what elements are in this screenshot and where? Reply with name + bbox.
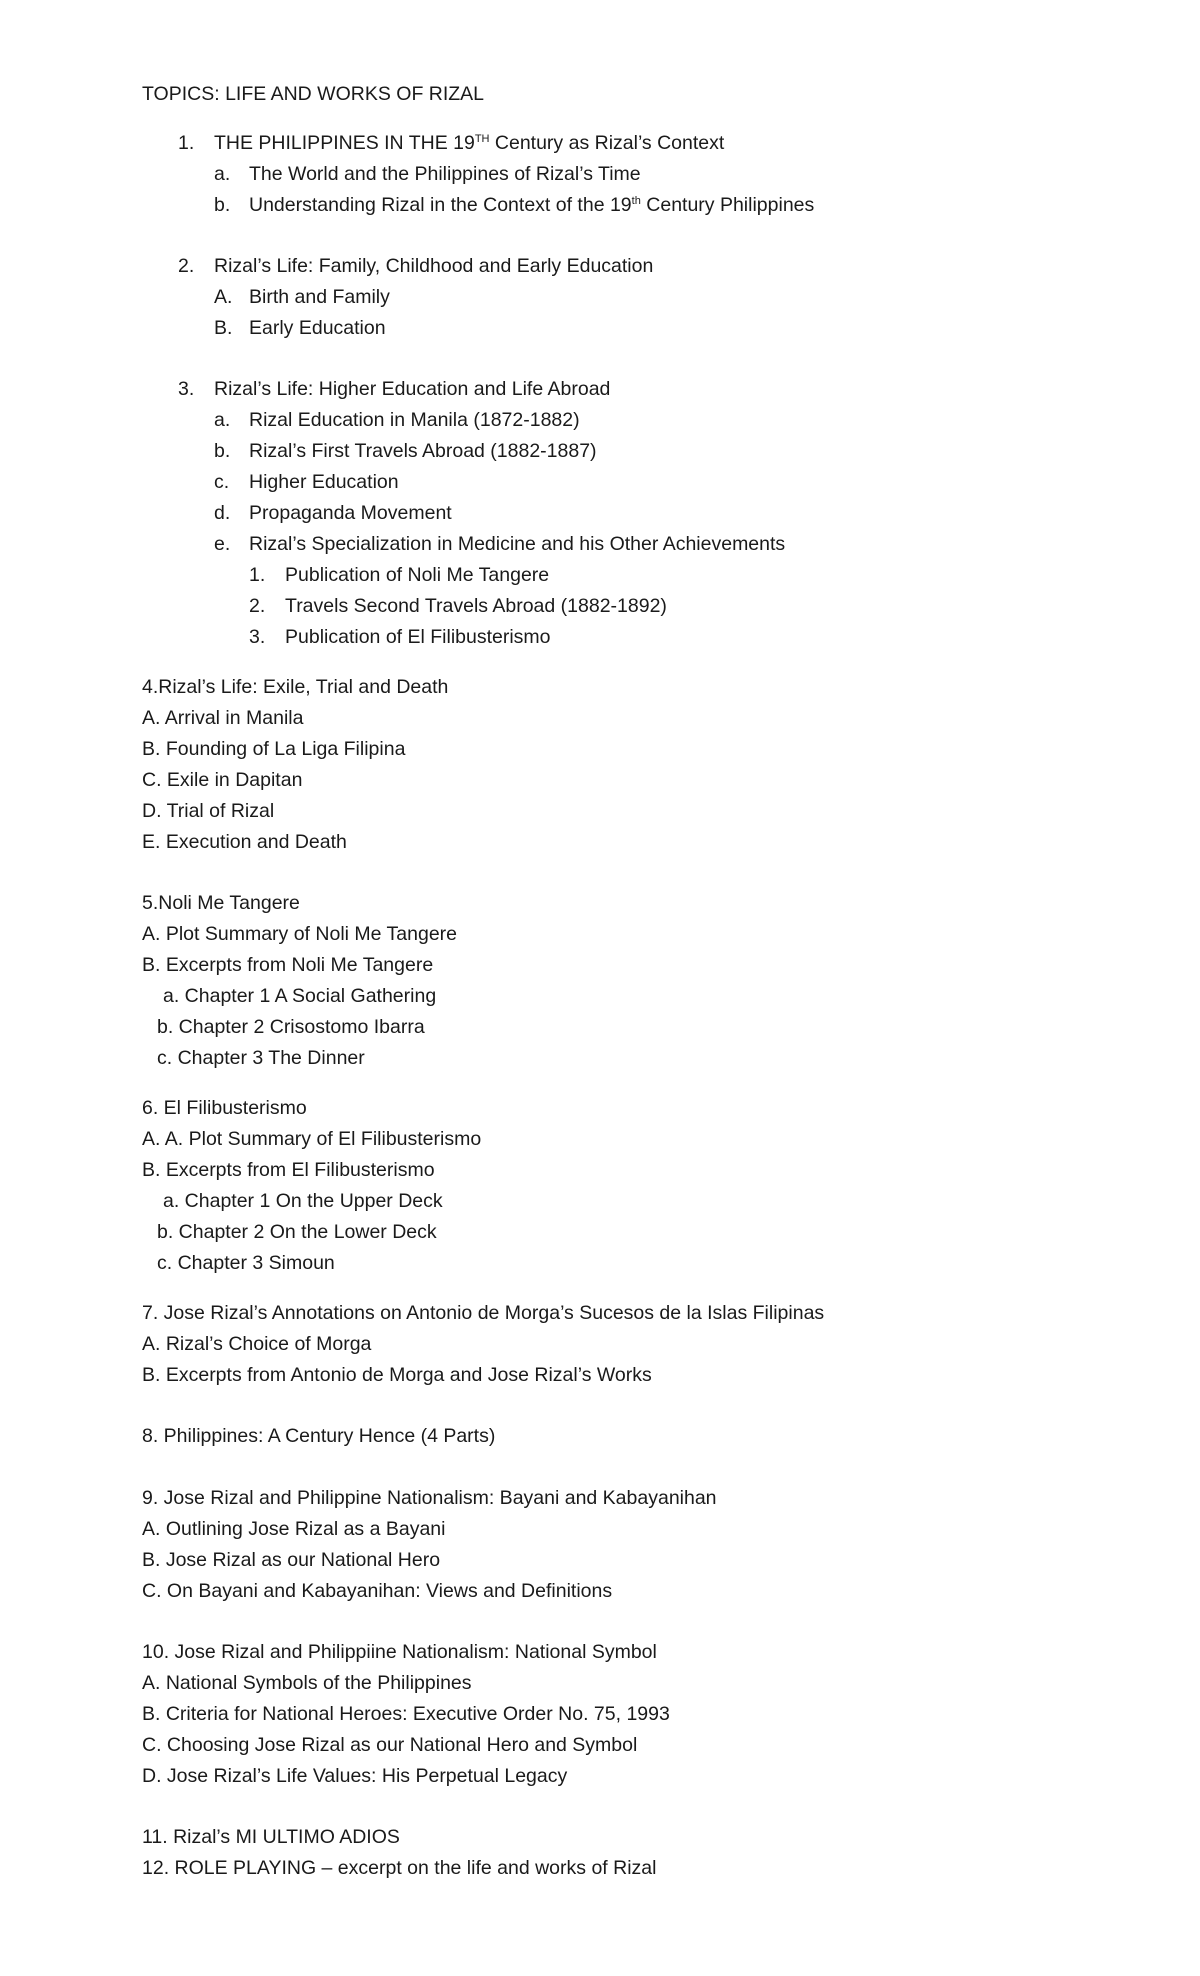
list-marker: 1. xyxy=(249,564,266,586)
section-3-number: 3. xyxy=(178,378,195,400)
list-item-text-end: Century Philippines xyxy=(640,194,815,216)
section-3-heading: Rizal’s Life: Higher Education and Life Abroad xyxy=(214,378,611,400)
list-marker: 3. xyxy=(249,626,266,648)
list-item: C. Choosing Jose Rizal as our National Hero and Symbol xyxy=(142,1734,638,1756)
list-item: D. Trial of Rizal xyxy=(142,800,275,822)
sub-list-item: b. Chapter 2 Crisostomo Ibarra xyxy=(157,1016,425,1038)
list-item: The World and the Philippines of Rizal’s Time xyxy=(249,163,641,185)
page-title: TOPICS: LIFE AND WORKS OF RIZAL xyxy=(142,83,485,105)
list-item: A. Plot Summary of Noli Me Tangere xyxy=(142,923,458,945)
list-item: Rizal’s Specialization in Medicine and his Other Achievements xyxy=(249,533,786,555)
section-1-heading-superscript: TH xyxy=(474,133,490,145)
section-1-number: 1. xyxy=(178,132,195,154)
list-marker: A. xyxy=(214,286,233,308)
list-item: Rizal’s First Travels Abroad (1882-1887) xyxy=(249,440,597,462)
section-7-heading: 7. Jose Rizal’s Annotations on Antonio de Morga’s Sucesos de la Islas Filipinas xyxy=(142,1302,825,1324)
section-5-heading: 5.Noli Me Tangere xyxy=(142,892,300,914)
section-1-heading-text-end: Century as Rizal’s Context xyxy=(489,132,725,154)
list-item-superscript: th xyxy=(631,195,641,207)
list-marker: d. xyxy=(214,502,231,524)
list-item: Birth and Family xyxy=(249,286,390,308)
section-1-heading xyxy=(214,131,724,155)
sub-list-item: Publication of El Filibusterismo xyxy=(285,626,551,648)
list-marker: e. xyxy=(214,533,231,555)
sub-list-item: b. Chapter 2 On the Lower Deck xyxy=(157,1221,437,1243)
list-item: A. Outlining Jose Rizal as a Bayani xyxy=(142,1518,446,1540)
section-11-heading: 11. Rizal’s MI ULTIMO ADIOS xyxy=(142,1826,400,1848)
list-item: A. Arrival in Manila xyxy=(142,707,304,729)
list-item: A. Rizal’s Choice of Morga xyxy=(142,1333,372,1355)
list-marker: a. xyxy=(214,163,231,185)
list-marker: b. xyxy=(214,194,231,216)
section-4-heading: 4.Rizal’s Life: Exile, Trial and Death xyxy=(142,676,449,698)
list-item: A. A. Plot Summary of El Filibusterismo xyxy=(142,1128,482,1150)
list-marker: a. xyxy=(214,409,231,431)
sub-list-item: c. Chapter 3 Simoun xyxy=(157,1252,335,1274)
list-marker: 2. xyxy=(249,595,266,617)
section-9-heading: 9. Jose Rizal and Philippine Nationalism: Bayani and Kabayanihan xyxy=(142,1487,717,1509)
sub-list-item: a. Chapter 1 On the Upper Deck xyxy=(163,1190,443,1212)
list-item: B. Excerpts from Noli Me Tangere xyxy=(142,954,434,976)
section-6-heading: 6. El Filibusterismo xyxy=(142,1097,307,1119)
list-item: Higher Education xyxy=(249,471,399,493)
list-marker: B. xyxy=(214,317,233,339)
list-item: D. Jose Rizal’s Life Values: His Perpetual Legacy xyxy=(142,1765,568,1787)
section-12-heading: 12. ROLE PLAYING – excerpt on the life and works of Rizal xyxy=(142,1857,657,1879)
list-item: Propaganda Movement xyxy=(249,502,452,524)
sub-list-item: c. Chapter 3 The Dinner xyxy=(157,1047,365,1069)
sub-list-item: Publication of Noli Me Tangere xyxy=(285,564,550,586)
list-marker: b. xyxy=(214,440,231,462)
list-item: E. Execution and Death xyxy=(142,831,347,853)
section-8-heading: 8. Philippines: A Century Hence (4 Parts) xyxy=(142,1425,496,1447)
list-item xyxy=(249,193,814,217)
list-item: Rizal Education in Manila (1872-1882) xyxy=(249,409,580,431)
list-item: B. Excerpts from El Filibusterismo xyxy=(142,1159,435,1181)
list-item: A. National Symbols of the Philippines xyxy=(142,1672,472,1694)
section-10-heading: 10. Jose Rizal and Philippiine Nationalism: National Symbol xyxy=(142,1641,657,1663)
section-1-heading-text: THE PHILIPPINES IN THE 19 xyxy=(214,132,475,154)
sub-list-item: Travels Second Travels Abroad (1882-1892) xyxy=(285,595,667,617)
list-item: B. Jose Rizal as our National Hero xyxy=(142,1549,441,1571)
section-2-number: 2. xyxy=(178,255,195,277)
list-marker: c. xyxy=(214,471,230,493)
list-item-text: Understanding Rizal in the Context of the 19 xyxy=(249,194,632,216)
list-item: B. Excerpts from Antonio de Morga and Jose Rizal’s Works xyxy=(142,1364,652,1386)
list-item: B. Founding of La Liga Filipina xyxy=(142,738,406,760)
sub-list-item: a. Chapter 1 A Social Gathering xyxy=(163,985,437,1007)
list-item: B. Criteria for National Heroes: Executive Order No. 75, 1993 xyxy=(142,1703,670,1725)
section-2-heading: Rizal’s Life: Family, Childhood and Early Education xyxy=(214,255,654,277)
list-item: C. On Bayani and Kabayanihan: Views and Definitions xyxy=(142,1580,613,1602)
list-item: C. Exile in Dapitan xyxy=(142,769,303,791)
list-item: Early Education xyxy=(249,317,386,339)
